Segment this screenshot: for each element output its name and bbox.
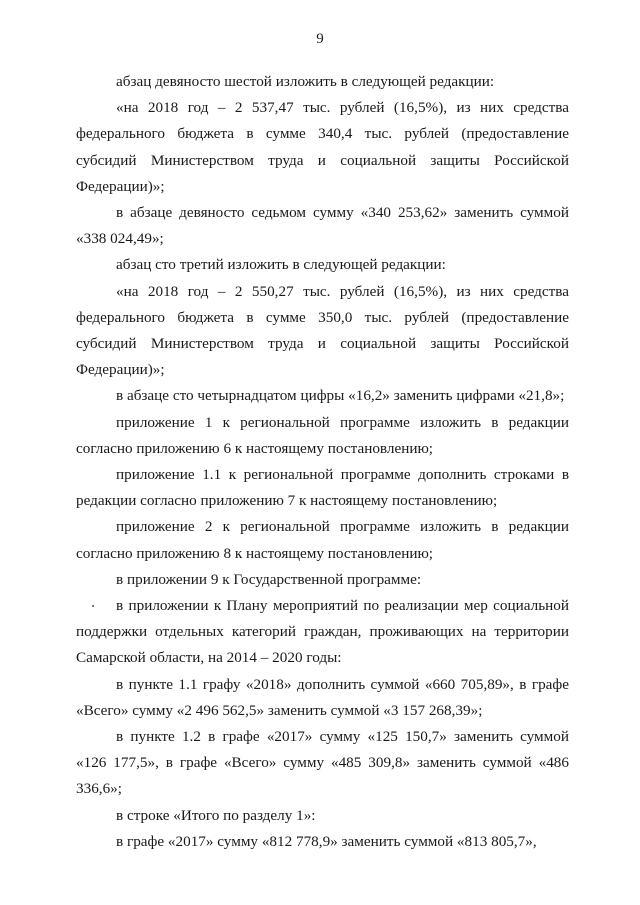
paragraph: в приложении к Плану мероприятий по реализации мер социальной поддержки отдельных категорий граждан, проживающих на территории Самарской области, на 2014 – 2020 годы: <box>76 597 569 667</box>
paragraph: в графе «2017» сумму «812 778,9» заменить суммой «813 805,7», <box>116 832 537 850</box>
paragraph: приложение 2 к региональной программе изложить в редакции согласно приложению 8 к настоящему постановлению; <box>76 518 569 562</box>
paragraph: абзац девяносто шестой изложить в следующей редакции: <box>116 73 495 90</box>
page-number: 9 <box>316 31 324 47</box>
paragraph: «на 2018 год – 2 537,47 тыс. рублей (16,5%), из них средства федерального бюджета в сумме 340,4 тыс. рублей (предоставление субсидий Министерством труда и социальной защиты Российской Федерации)»; <box>76 99 569 195</box>
paragraph: в абзаце девяносто седьмом сумму «340 253,62» заменить суммой «338 024,49»; <box>76 204 569 248</box>
paragraph: абзац сто третий изложить в следующей редакции: <box>116 256 446 274</box>
paragraph: в пункте 1.1 графу «2018» дополнить суммой «660 705,89», в графе «Всего» сумму «2 496 562,5» заменить суммой «3 157 268,39»; <box>76 675 569 719</box>
paragraph: в приложении 9 к Государственной программе: <box>116 570 422 588</box>
paragraph: приложение 1.1 к региональной программе дополнить строками в редакции согласно приложению 7 к настоящему постановлению; <box>76 466 569 510</box>
paragraph: приложение 1 к региональной программе изложить в редакции согласно приложению 6 к настоящему постановлению; <box>76 413 569 457</box>
paragraph: в абзаце сто четырнадцатом цифры «16,2» заменить цифрами «21,8»; <box>116 387 565 405</box>
paragraph: в строке «Итого по разделу 1»: <box>116 806 316 824</box>
paragraph: «на 2018 год – 2 550,27 тыс. рублей (16,5%), из них средства федерального бюджета в сумме 350,0 тыс. рублей (предоставление субсидий Министерством труда и социальной защиты Российской Федерации)»; <box>76 282 569 379</box>
document-body <box>76 69 569 855</box>
paragraph: в пункте 1.2 в графе «2017» сумму «125 150,7» заменить суммой «126 177,5», в графе «Всего» сумму «485 309,8» заменить суммой «486 336,6»; <box>76 728 569 798</box>
